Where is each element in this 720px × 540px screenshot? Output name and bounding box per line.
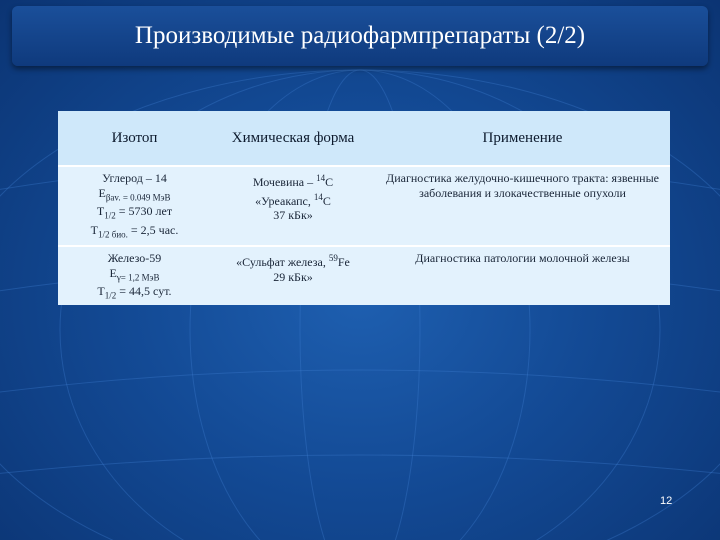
isotope-cell — [58, 166, 211, 246]
isotope-energy: $E_{\gamma= 1,2 МэВ}$ — [109, 265, 160, 282]
isotope-energy: $E_{\beta av. = 0.049 МэВ}$ — [98, 185, 171, 202]
chemical-form-line: «Сульфат железа, $^{59}$Fe — [236, 253, 350, 269]
radiopharmaceuticals-table — [58, 111, 670, 305]
table-row — [58, 246, 670, 305]
isotope-halflife: $T_{1/2} = 5730$ лет — [96, 204, 173, 221]
header-isotope: Изотоп — [58, 111, 211, 166]
isotope-cell — [58, 246, 211, 305]
header-application: Применение — [375, 111, 670, 166]
chemical-form-line: «Уреакапс, $^{14}$C — [255, 191, 331, 208]
table-header-row — [58, 111, 670, 166]
slide-title: Производимые радиофармпрепараты (2/2) — [134, 22, 586, 49]
isotope-bio-halflife: $T_{1/2 био.} = 2,5$ час. — [90, 223, 179, 240]
table-row — [58, 166, 670, 246]
isotope-name: Железо-59 — [107, 251, 162, 265]
application-cell: Диагностика патологии молочной железы — [375, 246, 670, 305]
isotope-name: Углерод – 14 — [102, 171, 167, 185]
isotope-halflife: $T_{1/2} = 44,5$ сут. — [97, 284, 172, 301]
chemical-form-cell — [211, 166, 375, 246]
title-bar — [12, 6, 708, 66]
chemical-form-line: 37 кБк» — [273, 208, 313, 222]
chemical-form-line: 29 кБк» — [273, 269, 313, 284]
header-chemical-form: Химическая форма — [211, 111, 375, 166]
chemical-form-line: Мочевина – $^{14}$C — [252, 173, 334, 189]
page-number: 12 — [660, 495, 673, 507]
chemical-form-cell — [211, 246, 375, 305]
application-cell: Диагностика желудочно-кишечного тракта: язвенные заболевания и злокачественные опухоли — [375, 166, 670, 246]
